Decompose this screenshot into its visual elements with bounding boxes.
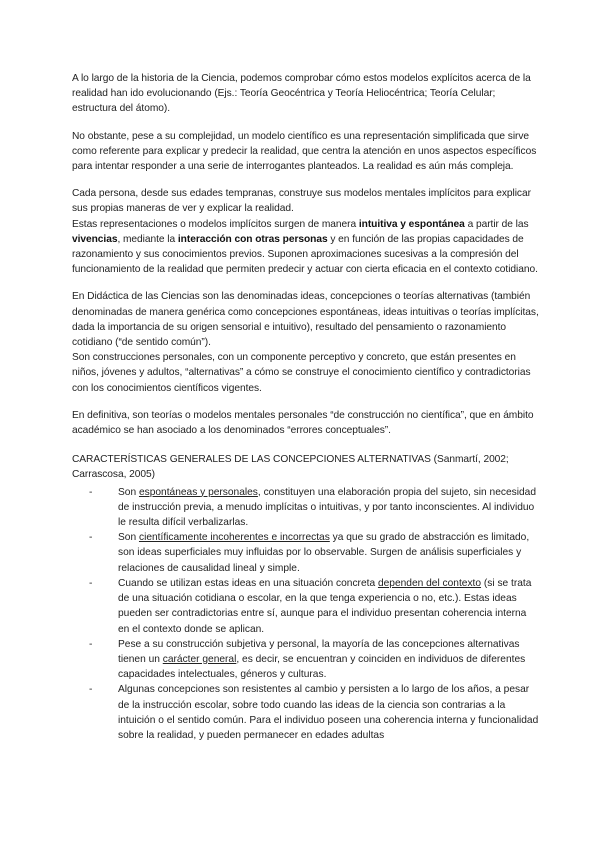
- bullet-dash: -: [89, 486, 93, 498]
- underlined-term: carácter general: [162, 653, 237, 665]
- list-item: [72, 530, 540, 576]
- list-item: [72, 637, 540, 683]
- bullet-dash: -: [89, 532, 93, 544]
- text-segment: , constituyen una elaboración propia del sujeto, sin necesidad de instrucción previa, a menudo implícitas o intuitivas, y por tanto inconscientes. Al individuo le resulta difícil verbalizarlas.: [118, 486, 536, 529]
- bold-vivencias: vivencias: [72, 233, 118, 245]
- paragraph-personal-constructions: Son construcciones personales, con un componente perceptivo y concreto, que están presentes en niños, jóvenes y adultos, “alternativas” a cómo se construye el conocimiento científico y contradictorias con los conocimientos científicos vigentes.: [72, 352, 531, 394]
- text-segment: Estas representaciones o modelos implícitos surgen de manera: [72, 218, 359, 230]
- text-segment: , es decir, se encuentran y coinciden en individuos de diferentes capacidades intelectuales, géneros y culturas.: [118, 653, 526, 681]
- text-segment: Son: [118, 532, 139, 544]
- text-segment: Pese a su construcción subjetiva y personal, la mayoría de las concepciones alternativas tienen un: [118, 638, 520, 665]
- list-item: [72, 485, 540, 531]
- bullet-dash: -: [89, 577, 93, 589]
- list-item: [72, 682, 540, 743]
- text-segment: Cuando se utilizan estas ideas en una situación concreta: [118, 577, 378, 589]
- text-segment: , mediante la: [117, 233, 178, 245]
- bullet-dash: -: [89, 684, 93, 696]
- text-segment: y en función de las propias capacidades de razonamiento y sus conocimientos previos. Suponen aproximaciones sucesivas a la compresión del funcionamiento de la realidad que permiten predecir y actuar con cierta eficacia en el contexto cotidiano.: [72, 233, 538, 276]
- characteristics-list: [72, 485, 540, 743]
- bold-interaccion: interacción con otras personas: [177, 233, 328, 245]
- paragraph-history-models: A lo largo de la historia de la Ciencia, podemos comprobar cómo estos modelos explícitos acerca de la realidad han ido evolucionando (Ejs.: Teoría Geocéntrica y Teoría Heliocéntrica; Teoría Celular; estructura del átomo).: [72, 73, 531, 115]
- text-segment: ya que su grado de abstracción es limitado, son ideas superficiales muy influidas por lo observable. Surgen de análisis superficiales y relaciones de causalidad lineal y simple.: [118, 532, 530, 574]
- section-heading: CARACTERÍSTICAS GENERALES DE LAS CONCEPCIONES ALTERNATIVAS (Sanmartí, 2002; Carrascosa, 2005): [72, 454, 509, 481]
- text-segment: (si se trata de una situación cotidiana o escolar, en la que tenga experiencia o no, etc.). Estas ideas pueden ser contradictorias entre sí, aunque para el individuo presentan coherencia interna en el contexto donde se aplican.: [118, 577, 532, 635]
- paragraph-model-simplification: No obstante, pese a su complejidad, un modelo científico es una representación simplificada que sirve como referente para explicar y predecir la realidad, que centra la atención en unos aspectos específicos para intentar responder a una serie de interrogantes planteados. La realidad es aún más compleja.: [72, 130, 537, 173]
- underlined-term: espontáneas y personales: [138, 486, 258, 498]
- paragraph-implicit-models: Cada persona, desde sus edades tempranas, construye sus modelos mentales implícitos para explicar sus propias maneras de ver y explicar la realidad.: [72, 188, 531, 215]
- underlined-term: dependen del contexto: [377, 577, 482, 589]
- text-segment: Algunas concepciones son resistentes al cambio y persisten a lo largo de los años, a pesar de la instrucción escolar, sobre todo cuando las ideas de la ciencia son contrarias a la intuición o el sentido común. Para el individuo poseen una coherencia interna y funcionalidad sobre la realidad, y pueden permanecer en edades adultas: [118, 684, 539, 741]
- bullet-dash: -: [89, 638, 93, 650]
- text-segment: a partir de las: [464, 218, 529, 230]
- text-segment: Son: [118, 486, 139, 498]
- underlined-term: científicamente incoherentes e incorrectas: [138, 532, 330, 544]
- paragraph-representations: [72, 217, 540, 278]
- list-item: [72, 576, 540, 637]
- paragraph-didactics: En Didáctica de las Ciencias son las denominadas ideas, concepciones o teorías alternativas (también denominadas de manera genérica como concepciones espontáneas, ideas intuitivas o teorías implícitas, dada la importancia de su origen sensorial e intuitivo), resultado del pensamiento o razonamiento cotidiano (“de sentido común”).: [72, 291, 539, 349]
- paragraph-conclusion: En definitiva, son teorías o modelos mentales personales “de construcción no científica”, que en ámbito académico se han asociado a los denominados “errores conceptuales”.: [72, 409, 534, 437]
- bold-intuitiva: intuitiva y espontánea: [358, 218, 465, 230]
